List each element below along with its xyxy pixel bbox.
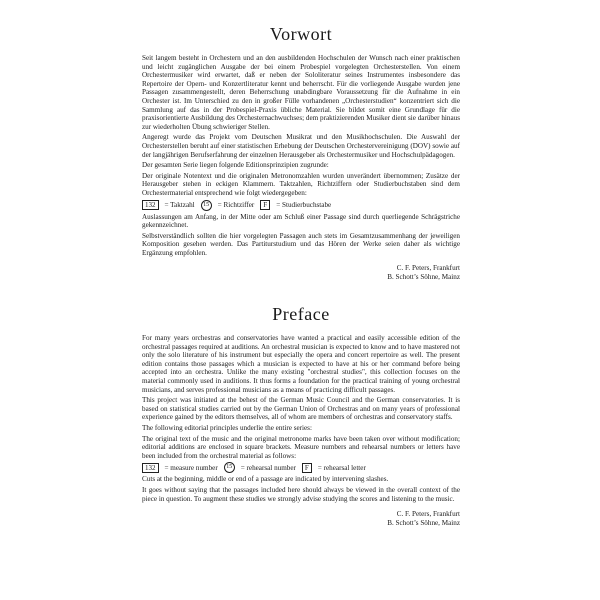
rehearsal-letter-label: = rehearsal letter <box>317 463 366 472</box>
rehearsal-number-label: = Richtziffer <box>217 201 255 209</box>
vorwort-paragraph-4: Der originale Notentext und die originalen Metronomzahlen wurden unverändert übernommen; Zusätze der Herausgeber stehen in eckigen Klammern. Taktzahlen, Richtziffern oder Studierbuchstaben sind dem Orchestermaterial entsprechend wie folgt wiedergegeben: <box>142 171 460 197</box>
vorwort-section <box>142 24 460 282</box>
preface-section <box>142 304 460 527</box>
preface-paragraph-5: Cuts at the beginning, middle or end of a passage are indicated by intervening slashes. <box>142 475 389 484</box>
vorwort-paragraph-3: Der gesamten Serie liegen folgende Editionsprinzipien zugrunde: <box>142 161 329 170</box>
measure-number-label: = Taktzahl <box>164 201 195 209</box>
rehearsal-letter-label: = Studierbuchstabe <box>276 201 332 209</box>
preface-title: Preface <box>272 304 330 324</box>
rehearsal-number-label: = rehearsal number <box>240 463 296 472</box>
rehearsal-number-circle: 15 <box>224 462 235 473</box>
vorwort-signature-1: C. F. Peters, Frankfurt <box>396 264 460 273</box>
rehearsal-number-circle: 15 <box>201 200 212 211</box>
preface-paragraph-2: This project was initiated at the behest of the German Music Council and the German conservatories. It is based on statistical studies carried out by the German Union of Orchestras and on many years of professional experience gained by the editors themselves, all of whom are members of orchestras and conservatory staffs. <box>142 396 460 422</box>
measure-number-box: 132 <box>142 463 159 473</box>
rehearsal-letter-box: F <box>260 200 270 210</box>
preface-paragraph-6: It goes without saying that the passages included here should always be viewed in the overall context of the piece in question. To augment these studies we strongly advise studying the scores and listening to the music. <box>142 485 460 503</box>
preface-signature-1: C. F. Peters, Frankfurt <box>396 510 460 519</box>
vorwort-paragraph-1: Seit langem besteht in Orchestern und an den ausbildenden Hochschulen der Wunsch nach einer praktischen und leicht zugänglichen Ausgabe der bei einem Probespiel vorgelegten Orchesterstellen. Von einem Orchestermusiker wird erwartet, daß er neben der Sololiteratur seines Instrumentes insbesondere das Repertoire der Opern- und Konzertliteratur kennt und beherrscht. Für die vorliegende Ausgabe wurden jene Passagen zusammengestellt, deren Beherrschung unabdingbare Voraussetzung für die Aufnahme in ein Orchester ist. Im Unterschied zu den in großer Fülle vorhandenen „Orchesterstudien“ konzentriert sich die Sammlung auf das in der Probespiel-Praxis übliche Material. Sie bildet somit eine Grundlage für die praxisorientierte Ausbildung des Orchesternachwuchses; dem praktizierenden Musiker dient sie darüber hinaus zur wiederholten Übung schwieriger Stellen. <box>142 54 460 131</box>
preface-paragraph-1: For many years orchestras and conservatories have wanted a practical and easily accessible edition of the orchestral passages required at auditions. An orchestral musician is expected to know and to have mastered not only the solo literature of his instrument but especially the opera and concert repertoire as well. The present edition contains those passages which a musician is expected to have at his or her command before being accepted into an orchestra. Unlike the many existing "orchestral studies", this collection focuses on the material commonly used in auditions. It thus forms a foundation for the practical training of young orchestral musicians, and serves professional musicians as a means of practicing difficult passages. <box>142 334 460 394</box>
rehearsal-letter-box: F <box>302 463 312 473</box>
vorwort-paragraph-5: Auslassungen am Anfang, in der Mitte oder am Schluß einer Passage sind durch querliegende Schrägstriche gekennzeichnet. <box>142 212 460 230</box>
preface-paragraph-3: The following editorial principles underlie the entire series: <box>142 423 312 432</box>
preface-legend <box>142 462 460 473</box>
vorwort-signature-2: B. Schott’s Söhne, Mainz <box>387 273 460 282</box>
vorwort-paragraph-2: Angeregt wurde das Projekt vom Deutschen Musikrat und den Musikhochschulen. Die Auswahl der Orchesterstellen beruht auf einer statistischen Erhebung der Deutschen Orchestervereinigung (DOV) sowie auf der langjährigen Berufserfahrung der einzelnen Herausgeber als Orchestermusiker und Hochschulpädagogen. <box>142 133 460 159</box>
measure-number-box: 132 <box>142 200 159 210</box>
measure-number-label: = measure number <box>164 463 218 472</box>
vorwort-legend <box>142 200 460 211</box>
preface-signature-2: B. Schott’s Söhne, Mainz <box>387 518 460 527</box>
preface-paragraph-4: The original text of the music and the original metronome marks have been taken over without modification; editorial additions are enclosed in square brackets. Measure numbers and rehearsal numbers or letters have been included from the orchestral material as follows: <box>142 434 460 460</box>
vorwort-paragraph-6: Selbstverständlich sollten die hier vorgelegten Passagen auch stets im Gesamtzusammenhang der jeweiligen Komposition gesehen werden. Das Partiturstudium und das Hören der Werke seien daher als wichtige Ergänzung empfohlen. <box>142 231 460 257</box>
vorwort-title: Vorwort <box>269 24 333 44</box>
